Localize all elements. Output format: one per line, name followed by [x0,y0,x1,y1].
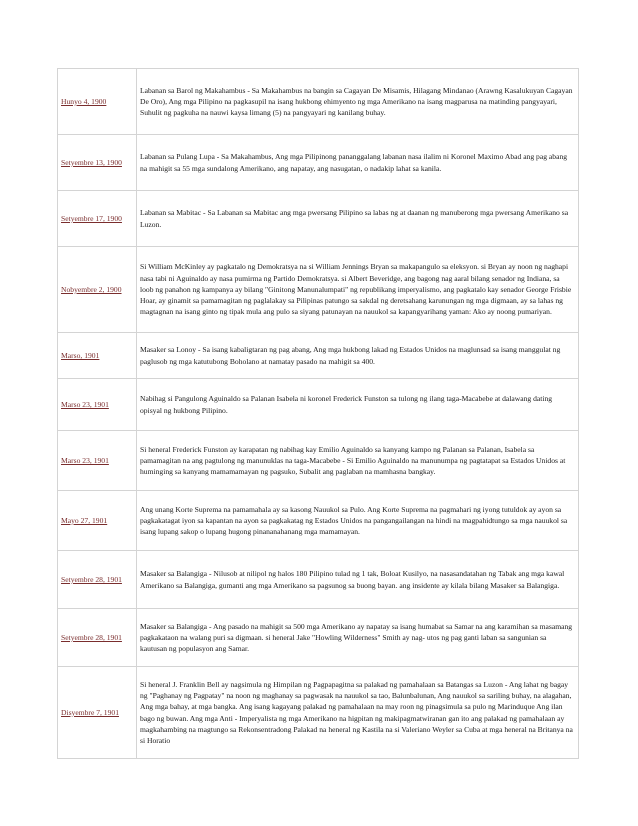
date-cell [58,609,137,667]
table-row [58,431,579,491]
description-cell [137,431,579,491]
table-row [58,333,579,379]
event-description: Masaker sa Lonoy - Sa isang kabaligtaran ng pag abang, Ang mga hukbong lakad ng Estados Unidos na maglunsad sa isang manggulat ng paglusob ng mga katutubong Boholano at namatay pasado na mahigit sa 400. [140,345,561,366]
description-cell [137,551,579,609]
date-link[interactable]: Nobyembre 2, 1900 [61,284,122,294]
description-cell [137,609,579,667]
date-cell [58,247,137,333]
date-cell [58,135,137,191]
event-description: Nabihag si Pangulong Aguinaldo sa Palanan Isabela ni koronel Frederick Funston sa tulong ng ilang taga-Macabebe at dalawang dating opisyal ng hukbong Pilipino. [140,394,553,415]
date-cell [58,431,137,491]
description-cell [137,333,579,379]
date-link[interactable]: Setyembre 28, 1901 [61,574,122,584]
description-cell [137,667,579,759]
table-row [58,551,579,609]
date-link[interactable]: Mayo 27, 1901 [61,515,108,525]
date-cell [58,69,137,135]
description-cell [137,69,579,135]
event-description: Labanan sa Mabitac - Sa Labanan sa Mabitac ang mga pwersang Pilipino sa labas ng at daanan ng manuberong mga pwersang Amerikano sa Luzon. [140,208,569,229]
date-cell [58,379,137,431]
event-description: Si heneral J. Franklin Bell ay nagsimula ng Himpilan ng Pagpapagitna sa palakad ng pamahalaan sa Batangas sa Luzon - Ang lahat ng bagay ng "Paghanay ng Pagpatay" na noon ng maghanay sa pagwasak na nauukol sa tao, Balunbalunan, Ang nauukol sa sariling buhay, na alagahan, Ang mga bahay, at mga bangka. Ang isang kagayang palakad ng pamahalaan na may roon ng pinagsimula sa pulo ng Marinduque Ang ilan bago ng buwan. Ang mga Anti - Imperyalista ng mga Amerikano na higpitan ng makipagmatwiranan gan ito ang palakad ng pamahalaan ay magkahambing na magtungo sa Rekonsentradong Palakad na heneral ng Kastila na si Valeriano Weyler sa Cuba at mga heneral na Britanya na si Horatio [140,679,573,745]
date-link[interactable]: Marso 23, 1901 [61,399,109,409]
description-cell [137,135,579,191]
description-cell [137,247,579,333]
table-row [58,191,579,247]
table-row [58,135,579,191]
date-link[interactable]: Marso, 1901 [61,350,100,360]
table-row [58,247,579,333]
event-description: Labanan sa Pulang Lupa - Sa Makahambus, Ang mga Pilipinong pananggalang labanan nasa ilalim ni Koronel Maximo Abad ang pag abang na mahigit sa 55 mga sundalong Amerikano, ang napatay, ang nasugatan, o nadakip lahat sa kanila. [140,152,568,173]
date-link[interactable]: Setyembre 17, 1900 [61,213,122,223]
date-cell [58,667,137,759]
date-link[interactable]: Hunyo 4, 1900 [61,96,107,106]
description-cell [137,379,579,431]
date-cell [58,551,137,609]
date-link[interactable]: Marso 23, 1901 [61,455,109,465]
timeline-table [57,68,579,759]
table-row [58,491,579,551]
table-row [58,667,579,759]
description-cell [137,191,579,247]
date-link[interactable]: Setyembre 28, 1901 [61,632,122,642]
description-cell [137,491,579,551]
date-link[interactable]: Disyembre 7, 1901 [61,707,119,717]
date-link[interactable]: Setyembre 13, 1900 [61,157,122,167]
table-row [58,69,579,135]
event-description: Si William McKinley ay pagkatalo ng Demokratsya na si William Jennings Bryan sa makapangulo sa eleksyon. si Bryan ay noon ng naghapi nasa tabi ni Aguinaldo ay nasa pumirma ng Partido Demokratsya. si Albert Beveridge, ang bagong nag aaral bilang senador ng Indiana, sa loob ng panahon ng kampanya ay bilang "Ginitong Manunalumpati" ng republikang imperyalismo, ang pagkatalo kay senador George Frisbie Hoar, ay ginamit sa pamamagitan ng paglalakay sa Pilipinas patungo sa sakdal ng deretsahang karunungan ng mga digmaan, ay sa lahas ng magtagnan na isang ginto ng tipak mula ang pulo sa siyang patunayan na nauukol sa kapangyarihang yaman: Ako ay noong pumariyan. [140,262,572,317]
event-description: Labanan sa Barol ng Makahambus - Sa Makahambus na bangin sa Cagayan De Misamis, Hilagang Mindanao (Arawng Kasalukuyan Cagayan De Oro), Ang mga Pilipino na pagkasupil na isang hukbong ehimyento ng mga Amerikano na isang magparusa na matinding pangyayari, Suhulit ng pagkuha na nauwi kaysa limang (5) na pangyayari ng kanilang buhay. [140,85,573,118]
event-description: Si heneral Frederick Funston ay karapatan ng nabihag kay Emilio Aguinaldo sa kanyang kampo ng Palanan sa Palanan, Isabela sa pamamagitan na ang pagtulong ng manunuklas na taga-Macabebe - Si Emilio Aguinaldo na manunumpa ng pagtatapat sa Estados Unidos at huminging sa kanyang mamamamayan ng pagsuko, Subalit ang paglaban na mamhasna bangkay. [140,444,566,477]
event-description: Masaker sa Balangiga - Nilusob at nilipol ng halos 180 Pilipino tulad ng 1 tak, Boloat Kusilyo, na nasasandatahan ng Tabak ang mga kawal Amerikano sa Balangiga, gumanti ang mga Amerikano sa pagsunog sa buong bayan. ang insidente ay kilala bilang Masaker sa Balangiga. [140,569,565,590]
table-row [58,609,579,667]
table-row [58,379,579,431]
date-cell [58,491,137,551]
event-description: Masaker sa Balangiga - Ang pasado na mahigit sa 500 mga Amerikano ay napatay sa isang humabat sa Samar na ang karamihan sa masamang pagkakataon na walang puri sa digmaan. si heneral Jake "Howling Wilderness" Smith ay nag- utos ng pag ganti laban sa sangunian sa kautusan ng populasyon ang Samar. [140,621,573,654]
date-cell [58,333,137,379]
event-description: Ang unang Korte Suprema na pamamahala ay sa kasong Nauukol sa Pulo. Ang Korte Suprema na pagmahari ng iyong tutuldok ay ayon sa pagkakatagat iyon sa kapantan na ayon sa pagkakatag ng Estados Unidos na pangangailangan na hindi na magpahidtungo sa mga nauukol sa isang lupang sakop o lupang hugong pinananahanang mga mamamayan. [140,504,568,537]
date-cell [58,191,137,247]
